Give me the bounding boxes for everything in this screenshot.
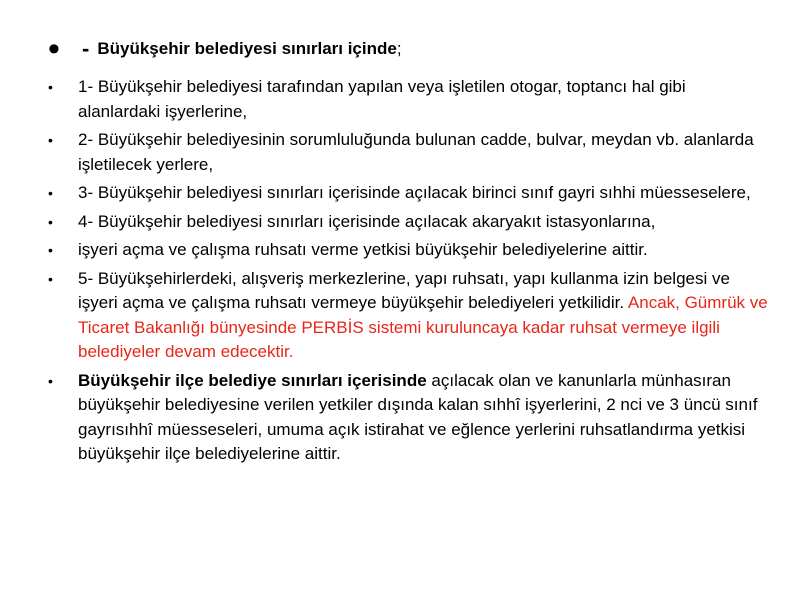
list-item-text: 2- Büyükşehir belediyesinin sorumluluğunda bulunan cadde, bulvar, meydan vb. alanlarda işletilecek yerlere, bbox=[78, 130, 754, 174]
bullet-icon: • bbox=[48, 185, 53, 201]
bullet-icon: • bbox=[48, 132, 53, 148]
bullet-icon: • bbox=[48, 79, 53, 95]
list-item-text: açılacak olan ve kanunlarla münhasıran büyükşehir belediyesine verilen yetkiler dışında kalan sıhhî işyerlerini, 2 nci ve 3 üncü sınıf gayrısıhhî müesseseleri, umuma açık istirahat ve eğlence yerlerini ruhsatlandırma yetkisi büyükşehir ilçe belediyelerine aittir. bbox=[78, 370, 758, 463]
list-item bbox=[48, 128, 768, 177]
list-item bbox=[48, 267, 768, 365]
title-dash: - bbox=[82, 36, 90, 61]
list-item-text: işyeri açma ve çalışma ruhsatı verme yetkisi büyükşehir belediyelerine aittir. bbox=[78, 240, 648, 259]
list-item-text: 4- Büyükşehir belediyesi sınırları içerisinde açılacak akaryakıt istasyonlarına, bbox=[78, 211, 656, 231]
bullet-list bbox=[48, 75, 768, 471]
bullet-icon: • bbox=[48, 270, 53, 287]
list-item bbox=[48, 210, 768, 235]
bullet-icon: • bbox=[48, 213, 53, 230]
title-suffix: ; bbox=[396, 39, 402, 58]
bullet-icon: • bbox=[48, 372, 53, 389]
title-bullet-icon: • bbox=[48, 30, 60, 68]
list-item-bold-text: Büyükşehir ilçe belediye sınırları içerisinde bbox=[78, 370, 427, 390]
list-item-text: 5- Büyükşehirlerdeki, alışveriş merkezlerine, yapı ruhsatı, yapı kullanma izin belgesi ve işyeri açma ve çalışma ruhsatı vermeye büyükşehir belediyeleri yetkilidir. bbox=[78, 268, 730, 312]
list-item-highlight-text: Ancak, Gümrük ve Ticaret Bakanlığı bünyesinde PERBİS sistemi kuruluncaya kadar ruhsat vermeye ilgili belediyeler devam edecektir. bbox=[78, 293, 768, 361]
slide-title bbox=[48, 30, 402, 68]
list-item bbox=[48, 369, 768, 467]
list-item bbox=[48, 75, 768, 124]
list-item bbox=[48, 238, 768, 263]
title-bold-text: Büyükşehir belediyesi sınırları içinde bbox=[97, 39, 397, 58]
list-item-text: 3- Büyükşehir belediyesi sınırları içerisinde açılacak birinci sınıf gayri sıhhi müesseselere, bbox=[78, 183, 751, 202]
bullet-icon: • bbox=[48, 242, 53, 258]
list-item-text: 1- Büyükşehir belediyesi tarafından yapılan veya işletilen otogar, toptancı hal gibi alanlardaki işyerlerine, bbox=[78, 77, 686, 121]
list-item bbox=[48, 181, 768, 206]
title-text bbox=[97, 34, 401, 64]
